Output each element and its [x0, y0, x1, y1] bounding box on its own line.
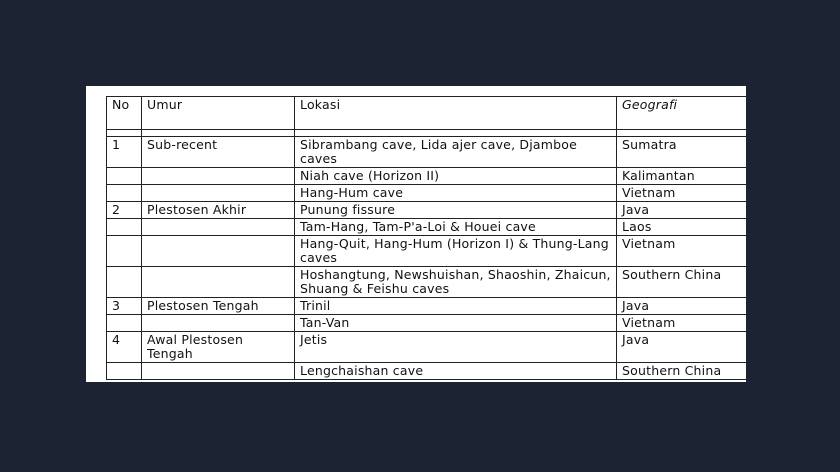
- header-geografi: Geografi: [617, 97, 747, 130]
- cell-geografi: Southern China: [617, 363, 747, 380]
- cell-no: [107, 267, 142, 298]
- table-spacer-row: [107, 130, 747, 137]
- cell-geografi: Vietnam: [617, 315, 747, 332]
- cell-umur: Sub-recent: [142, 137, 295, 168]
- cell-no: [107, 363, 142, 380]
- site-table: [106, 96, 746, 380]
- spacer-cell: [142, 130, 295, 137]
- cell-no: 3: [107, 298, 142, 315]
- table-row: [107, 332, 747, 363]
- table-row: [107, 267, 747, 298]
- cell-lokasi: Trinil: [295, 298, 617, 315]
- cell-umur: [142, 363, 295, 380]
- cell-lokasi: Hoshangtung, Newshuishan, Shaoshin, Zhaicun, Shuang & Feishu caves: [295, 267, 617, 298]
- cell-umur: [142, 315, 295, 332]
- cell-no: [107, 219, 142, 236]
- cell-no: [107, 168, 142, 185]
- table-row: [107, 363, 747, 380]
- cell-lokasi: Sibrambang cave, Lida ajer cave, Djamboe caves: [295, 137, 617, 168]
- cell-lokasi: Niah cave (Horizon II): [295, 168, 617, 185]
- cell-geografi: Vietnam: [617, 185, 747, 202]
- cell-umur: Plestosen Akhir: [142, 202, 295, 219]
- cell-umur: Awal Plestosen Tengah: [142, 332, 295, 363]
- cell-umur: [142, 185, 295, 202]
- cell-lokasi: Lengchaishan cave: [295, 363, 617, 380]
- cell-umur: [142, 168, 295, 185]
- table-body: [107, 130, 747, 380]
- spacer-cell: [295, 130, 617, 137]
- cell-umur: Plestosen Tengah: [142, 298, 295, 315]
- cell-no: [107, 236, 142, 267]
- table-row: [107, 298, 747, 315]
- table-row: [107, 168, 747, 185]
- cell-geografi: Kalimantan: [617, 168, 747, 185]
- cell-geografi: Southern China: [617, 267, 747, 298]
- cell-geografi: Java: [617, 332, 747, 363]
- cell-geografi: Sumatra: [617, 137, 747, 168]
- cell-lokasi: Jetis: [295, 332, 617, 363]
- cell-lokasi: Punung fissure: [295, 202, 617, 219]
- cell-geografi: Java: [617, 298, 747, 315]
- spacer-cell: [107, 130, 142, 137]
- cell-no: [107, 315, 142, 332]
- cell-no: [107, 185, 142, 202]
- cell-no: 2: [107, 202, 142, 219]
- header-no: No: [107, 97, 142, 130]
- header-lokasi: Lokasi: [295, 97, 617, 130]
- spacer-cell: [617, 130, 747, 137]
- cell-umur: [142, 267, 295, 298]
- table-row: [107, 185, 747, 202]
- document-page: [86, 86, 746, 382]
- cell-no: 1: [107, 137, 142, 168]
- table-row: [107, 202, 747, 219]
- cell-lokasi: Tan-Van: [295, 315, 617, 332]
- header-umur: Umur: [142, 97, 295, 130]
- cell-geografi: Laos: [617, 219, 747, 236]
- cell-geografi: Java: [617, 202, 747, 219]
- table-row: [107, 315, 747, 332]
- table-row: [107, 137, 747, 168]
- cell-geografi: Vietnam: [617, 236, 747, 267]
- cell-umur: [142, 219, 295, 236]
- cell-lokasi: Hang-Quit, Hang-Hum (Horizon I) & Thung-Lang caves: [295, 236, 617, 267]
- table-row: [107, 219, 747, 236]
- cell-no: 4: [107, 332, 142, 363]
- cell-lokasi: Hang-Hum cave: [295, 185, 617, 202]
- table-row: [107, 236, 747, 267]
- cell-lokasi: Tam-Hang, Tam-P'a-Loi & Houei cave: [295, 219, 617, 236]
- cell-umur: [142, 236, 295, 267]
- table-header-row: [107, 97, 747, 130]
